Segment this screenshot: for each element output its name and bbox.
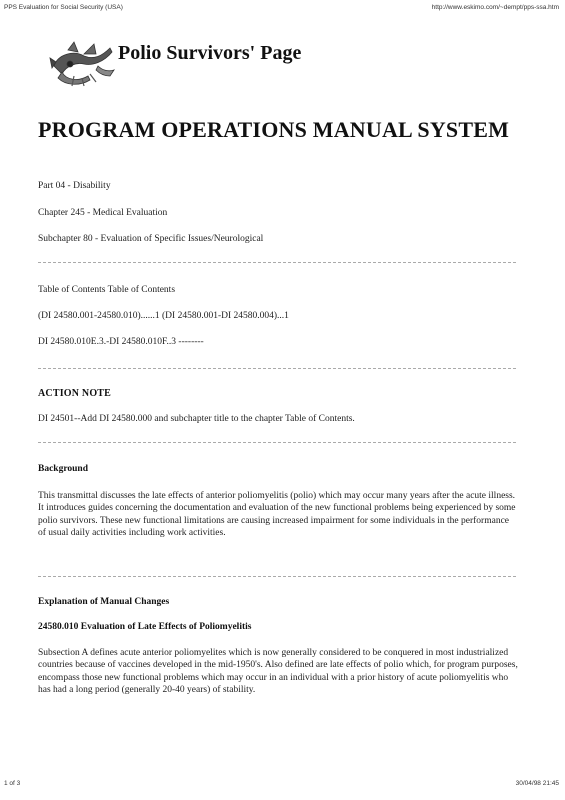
print-header-title: PPS Evaluation for Social Security (USA) [4,4,123,11]
toc-line-2: DI 24580.010E.3.-DI 24580.010F..3 -------- [38,337,204,347]
meta-chapter: Chapter 245 - Medical Evaluation [38,208,168,218]
meta-subchapter: Subchapter 80 - Evaluation of Specific Issues/Neurological [38,234,264,244]
divider [38,262,516,263]
background-heading: Background [38,464,88,474]
divider [38,368,516,369]
print-timestamp: 30/04/98 21:45 [515,780,559,787]
toc-title: Table of Contents Table of Contents [38,285,176,295]
explanation-subheading: 24580.010 Evaluation of Late Effects of Poliomyelitis [38,622,252,632]
divider [38,442,516,443]
meta-part: Part 04 - Disability [38,181,111,191]
toc-line-1: (DI 24580.001-24580.010)......1 (DI 24580.001-DI 24580.004)...1 [38,311,289,321]
action-note-text: DI 24501--Add DI 24580.000 and subchapter title to the chapter Table of Contents. [38,414,355,424]
explanation-heading: Explanation of Manual Changes [38,597,170,607]
page-number: 1 of 3 [4,780,21,787]
background-paragraph: This transmittal discusses the late effects of anterior poliomyelitis (polio) which may occur many years after the acute illness. It introduces guides concerning the documentation and evaluation of the new functional problems being experienced by some polio survivors. These new functional limitations are causing increased impairment for some individuals in the performance of usual daily activities including work activities. [38,491,516,538]
explanation-paragraph: Subsection A defines acute anterior poliomyelites which is now generally considered to be conquered in most industrialized countries because of vaccines developed in the mid-1950's. Also defined are late effects of polio which, for program purposes, encompass those new functional problems which may occur in an individual with a prior history of acute poliomyelitis who has had a long period (generally 20-40 years) of stability. [38,648,518,695]
polio-logo-icon [44,36,116,88]
site-title: Polio Survivors' Page [118,42,302,64]
site-logo [44,36,116,88]
action-note-heading: ACTION NOTE [38,388,112,399]
page-title: PROGRAM OPERATIONS MANUAL SYSTEM [38,117,510,142]
divider [38,576,516,577]
print-header-url: http://www.eskimo.com/~dempt/pps-ssa.htm [431,4,559,11]
